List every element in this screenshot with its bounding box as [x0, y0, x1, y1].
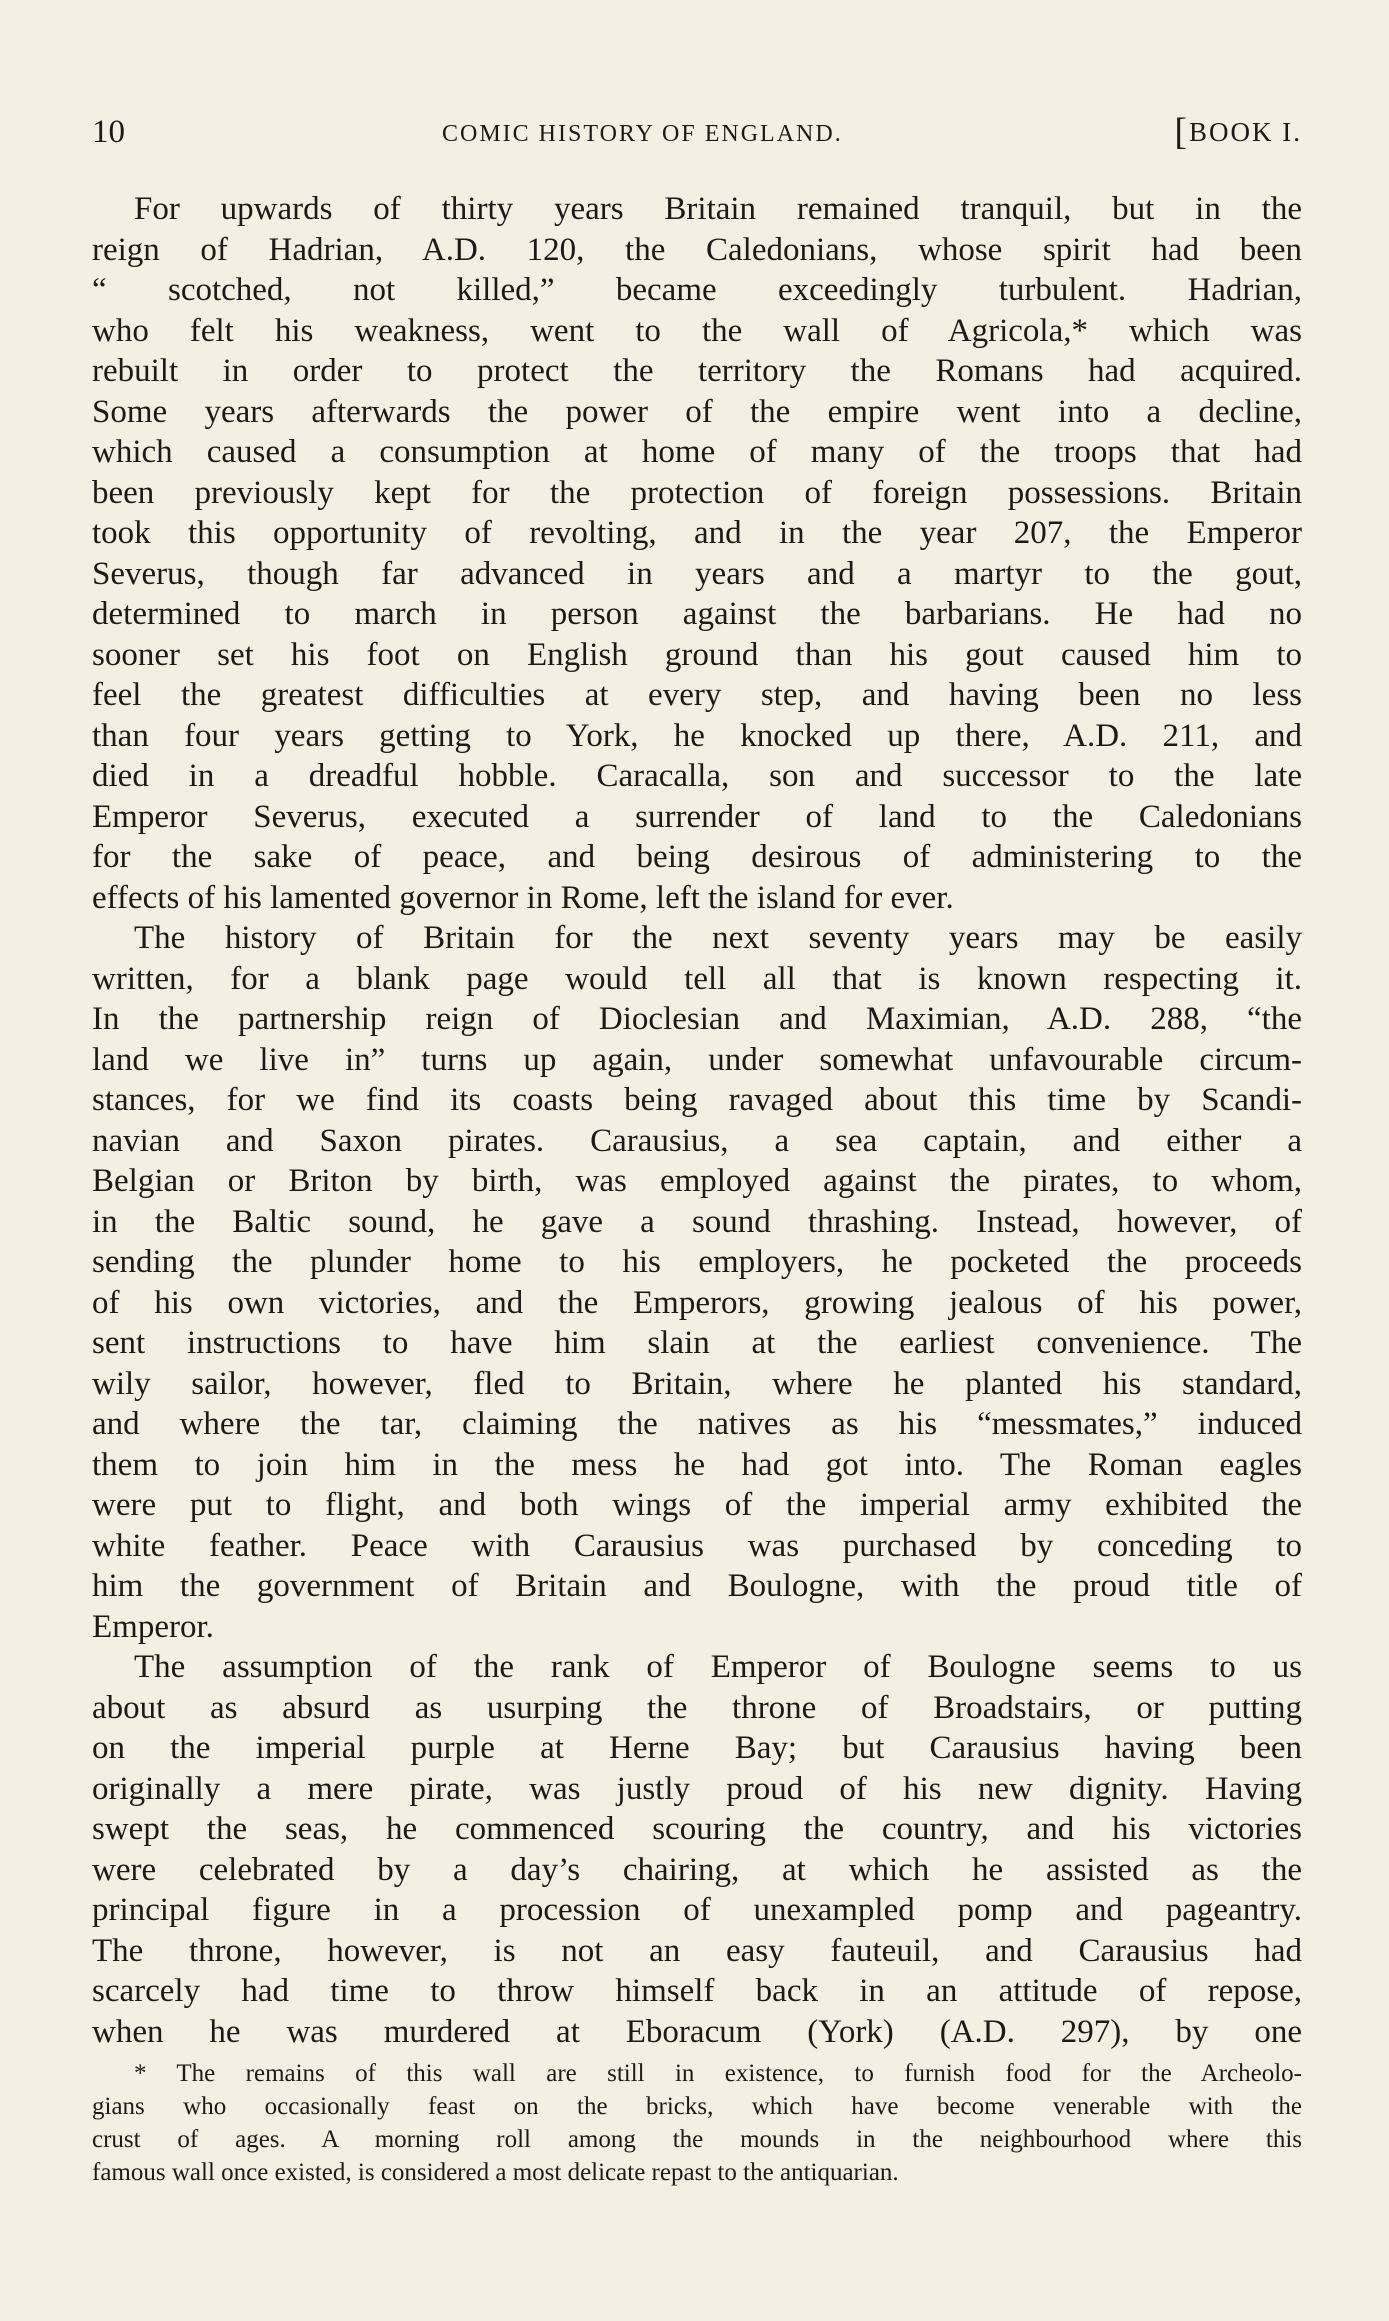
text-line: were celebrated by a day’s chairing, at which he assisted as the: [92, 1851, 1302, 1888]
text-line: Emperor.: [92, 1608, 214, 1645]
text-line: feel the greatest difficulties at every step, and having been no less: [92, 677, 1302, 713]
text-line: sooner set his foot on English ground than his gout caused him to: [92, 636, 1302, 673]
text-line: scarcely had time to throw himself back in an attitude of repose,: [92, 1973, 1302, 2009]
text-line: were put to flight, and both wings of the imperial army exhibited the: [92, 1487, 1302, 1523]
text-line: took this opportunity of revolting, and in the year 207, the Emperor: [92, 515, 1302, 551]
text-line: them to join him in the mess he had got into. The Roman eagles: [92, 1446, 1302, 1483]
text-line: navian and Saxon pirates. Carausius, a sea captain, and either a: [92, 1122, 1302, 1159]
text-line: The throne, however, is not an easy fauteuil, and Carausius had: [92, 1932, 1302, 1969]
text-line: been previously kept for the protection of foreign possessions. Britain: [92, 474, 1302, 511]
text-line: For upwards of thirty years Britain remained tranquil, but in the: [134, 191, 1302, 227]
text-line: sending the plunder home to his employers, he pocketed the proceeds: [92, 1244, 1302, 1280]
text-line: white feather. Peace with Carausius was purchased by conceding to: [92, 1527, 1302, 1564]
text-line: of his own victories, and the Emperors, growing jealous of his power,: [92, 1284, 1302, 1321]
text-line: who felt his weakness, went to the wall of Agricola,* which was: [92, 312, 1302, 349]
text-line: than four years getting to York, he knocked up there, A.D. 211, and: [92, 717, 1302, 754]
text-line: The history of Britain for the next seventy years may be easily: [134, 920, 1302, 956]
text-line: Some years afterwards the power of the empire went into a decline,: [92, 393, 1302, 430]
text-line: swept the seas, he commenced scouring the country, and his victories: [92, 1811, 1302, 1847]
text-line: Belgian or Briton by birth, was employed against the pirates, to whom,: [92, 1163, 1302, 1199]
body-text: [92, 189, 1302, 2052]
footnote-line: famous wall once existed, is considered a most delicate repast to the antiquarian.: [92, 2159, 899, 2186]
text-line: died in a dreadful hobble. Caracalla, son and successor to the late: [92, 758, 1302, 794]
text-line: reign of Hadrian, A.D. 120, the Caledonians, whose spirit had been: [92, 231, 1302, 268]
text-line: originally a mere pirate, was justly proud of his new dignity. Having: [92, 1770, 1302, 1807]
running-header: [92, 112, 1302, 152]
text-line: wily sailor, however, fled to Britain, where he planted his standard,: [92, 1365, 1302, 1402]
text-line: in the Baltic sound, he gave a sound thrashing. Instead, however, of: [92, 1203, 1302, 1240]
text-line: written, for a blank page would tell all that is known respecting it.: [92, 960, 1302, 997]
text-line: sent instructions to have him slain at the earliest convenience. The: [92, 1325, 1302, 1361]
footnote: [92, 2057, 1302, 2189]
book-label-bracket: [: [1174, 111, 1189, 153]
running-title: COMIC HISTORY OF ENGLAND.: [442, 121, 843, 147]
book-label: [1174, 112, 1302, 152]
text-line: him the government of Britain and Boulogne, with the proud title of: [92, 1568, 1302, 1604]
footnote-line: crust of ages. A morning roll among the mounds in the neighbourhood where this: [92, 2126, 1302, 2153]
text-line: The assumption of the rank of Emperor of Boulogne seems to us: [134, 1649, 1302, 1685]
text-line: Severus, though far advanced in years and a martyr to the gout,: [92, 555, 1302, 592]
text-line: stances, for we find its coasts being ravaged about this time by Scandi-: [92, 1082, 1302, 1118]
text-line: In the partnership reign of Dioclesian and Maximian, A.D. 288, “the: [92, 1001, 1302, 1037]
text-line: land we live in” turns up again, under somewhat unfavourable circum-: [92, 1041, 1302, 1078]
footnote-line: * The remains of this wall are still in existence, to furnish food for the Archeolo-: [134, 2060, 1302, 2087]
text-line: Emperor Severus, executed a surrender of land to the Caledonians: [92, 798, 1302, 835]
text-line: for the sake of peace, and being desirous of administering to the: [92, 839, 1302, 875]
text-line: about as absurd as usurping the throne of Broadstairs, or putting: [92, 1689, 1302, 1726]
page-number: 10: [92, 114, 125, 150]
footnote-line: gians who occasionally feast on the bricks, which have become venerable with the: [92, 2093, 1302, 2120]
book-label-text: BOOK I.: [1189, 117, 1302, 147]
text-line: determined to march in person against the barbarians. He had no: [92, 596, 1302, 632]
text-line: and where the tar, claiming the natives as his “messmates,” induced: [92, 1406, 1302, 1442]
text-line: on the imperial purple at Herne Bay; but Carausius having been: [92, 1730, 1302, 1766]
text-line: when he was murdered at Eboracum (York) (A.D. 297), by one: [92, 2013, 1302, 2050]
text-line: principal figure in a procession of unexampled pomp and pageantry.: [92, 1892, 1302, 1928]
text-line: which caused a consumption at home of many of the troops that had: [92, 434, 1302, 470]
text-line: “ scotched, not killed,” became exceedingly turbulent. Hadrian,: [92, 272, 1302, 308]
text-line: rebuilt in order to protect the territory the Romans had acquired.: [92, 353, 1302, 389]
text-line: effects of his lamented governor in Rome, left the island for ever.: [92, 879, 954, 916]
